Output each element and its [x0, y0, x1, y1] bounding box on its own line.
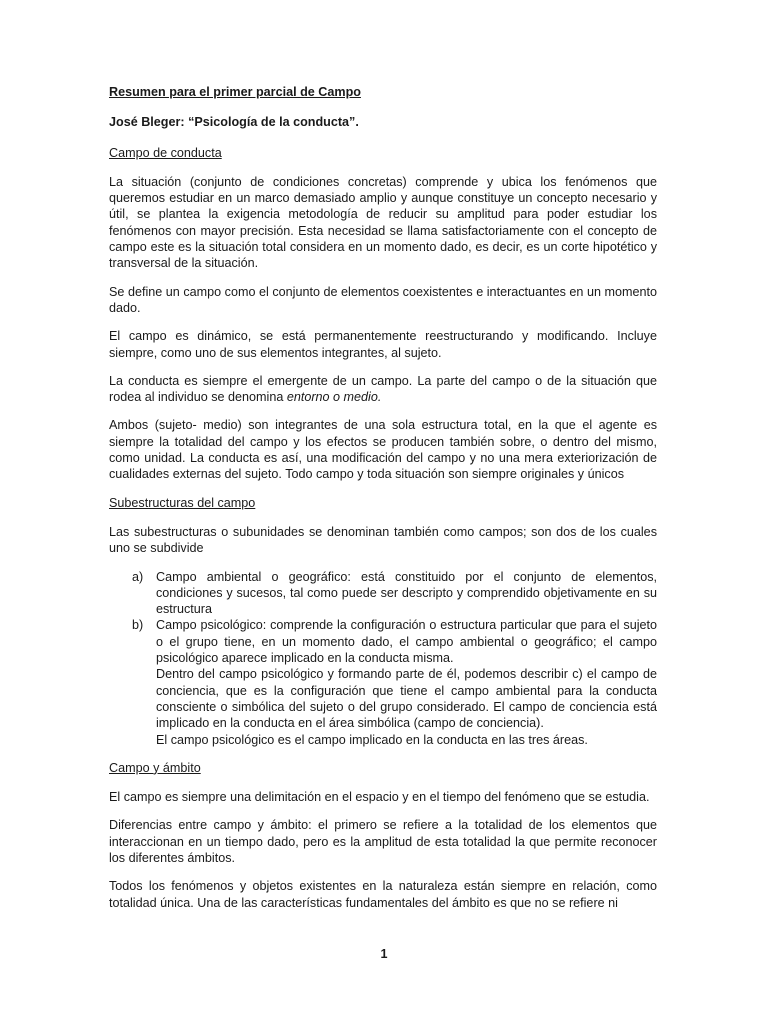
- paragraph: [109, 373, 657, 406]
- list-item-text: Campo ambiental o geográfico: está constituido por el conjunto de elementos, condiciones y sucesos, tal como puede ser descripto y comprendido objetivamente en su estructura: [156, 569, 657, 617]
- list-marker: b): [132, 618, 144, 633]
- paragraph: Las subestructuras o subunidades se denominan también como campos; son dos de los cuales uno se subdivide: [109, 524, 657, 556]
- paragraph: El campo es siempre una delimitación en el espacio y en el tiempo del fenómeno que se estudia.: [109, 790, 650, 805]
- list-item: [109, 569, 657, 618]
- paragraph: Ambos (sujeto- medio) son integrantes de una sola estructura total, en la que el agente es siempre la totalidad del campo y los efectos se producen también sobre, o dentro del mismo, como unidad. La conducta es así, una modificación del campo y no una mera exteriorización de cualidades externas del sujeto. Todo campo y toda situación son siempre originales y únicos: [109, 418, 657, 482]
- document-subtitle: José Bleger: “Psicología de la conducta”.: [109, 115, 359, 130]
- emphasis-text: entorno o medio.: [286, 390, 382, 405]
- list-item-text: Dentro del campo psicológico y formando parte de él, podemos describir c) el campo de conciencia, que es la configuración que tiene el campo ambiental para la conducta consciente o simbólica del sujeto o del grupo considerado. El campo de conciencia está implicado en la conducta en el área simbólica (campo de conciencia).: [156, 667, 657, 731]
- page-number: 1: [380, 947, 388, 961]
- paragraph: Diferencias entre campo y ámbito: el primero se refiere a la totalidad de los elementos que interaccionan en un tiempo dado, pero es la amplitud de esta totalidad la que permite reconocer los diferentes ámbitos.: [109, 818, 657, 865]
- list-item: [109, 617, 657, 747]
- list-item-text: El campo psicológico es el campo implicado en la conducta en las tres áreas.: [156, 732, 588, 747]
- section-heading-campo-y-ambito: Campo y ámbito: [109, 760, 201, 775]
- document-title: Resumen para el primer parcial de Campo: [109, 85, 361, 99]
- paragraph: Todos los fenómenos y objetos existentes en la naturaleza están siempre en relación, como totalidad única. Una de las características fundamentales del ámbito es que no se refiere ni: [109, 879, 657, 910]
- list-marker: a): [132, 569, 144, 584]
- subestructuras-list: [109, 569, 657, 748]
- paragraph: El campo es dinámico, se está permanentemente reestructurando y modificando. Incluye siempre, como uno de sus elementos integrantes, al sujeto.: [109, 329, 657, 360]
- document-page: [109, 84, 657, 923]
- section-heading-campo-de-conducta: Campo de conducta: [109, 145, 222, 160]
- list-item-text: Campo psicológico: comprende la configuración o estructura particular que para el sujeto o el grupo tiene, en un momento dado, el campo ambiental o geográfico; el campo psicológico aparece implicado en la conducta misma.: [156, 618, 657, 666]
- paragraph: La situación (conjunto de condiciones concretas) comprende y ubica los fenómenos que queremos estudiar en un marco demasiado amplio y aunque constituye un concepto necesario y útil, se plantea la exigencia metodología de reducir su amplitud para poder estudiar los fenómenos con mayor precisión. Esta necesidad se llama satisfactoriamente con el concepto de campo este es la situación total considera en un momento dado, es decir, es un corte hipotético y transversal de la situación.: [109, 174, 657, 271]
- paragraph-text: La conducta es siempre el emergente de un campo. La parte del campo o de la situación que rodea al individuo se denomina: [109, 373, 657, 405]
- paragraph: Se define un campo como el conjunto de elementos coexistentes e interactuantes en un momento dado.: [109, 284, 657, 315]
- section-heading-subestructuras: Subestructuras del campo: [109, 495, 256, 510]
